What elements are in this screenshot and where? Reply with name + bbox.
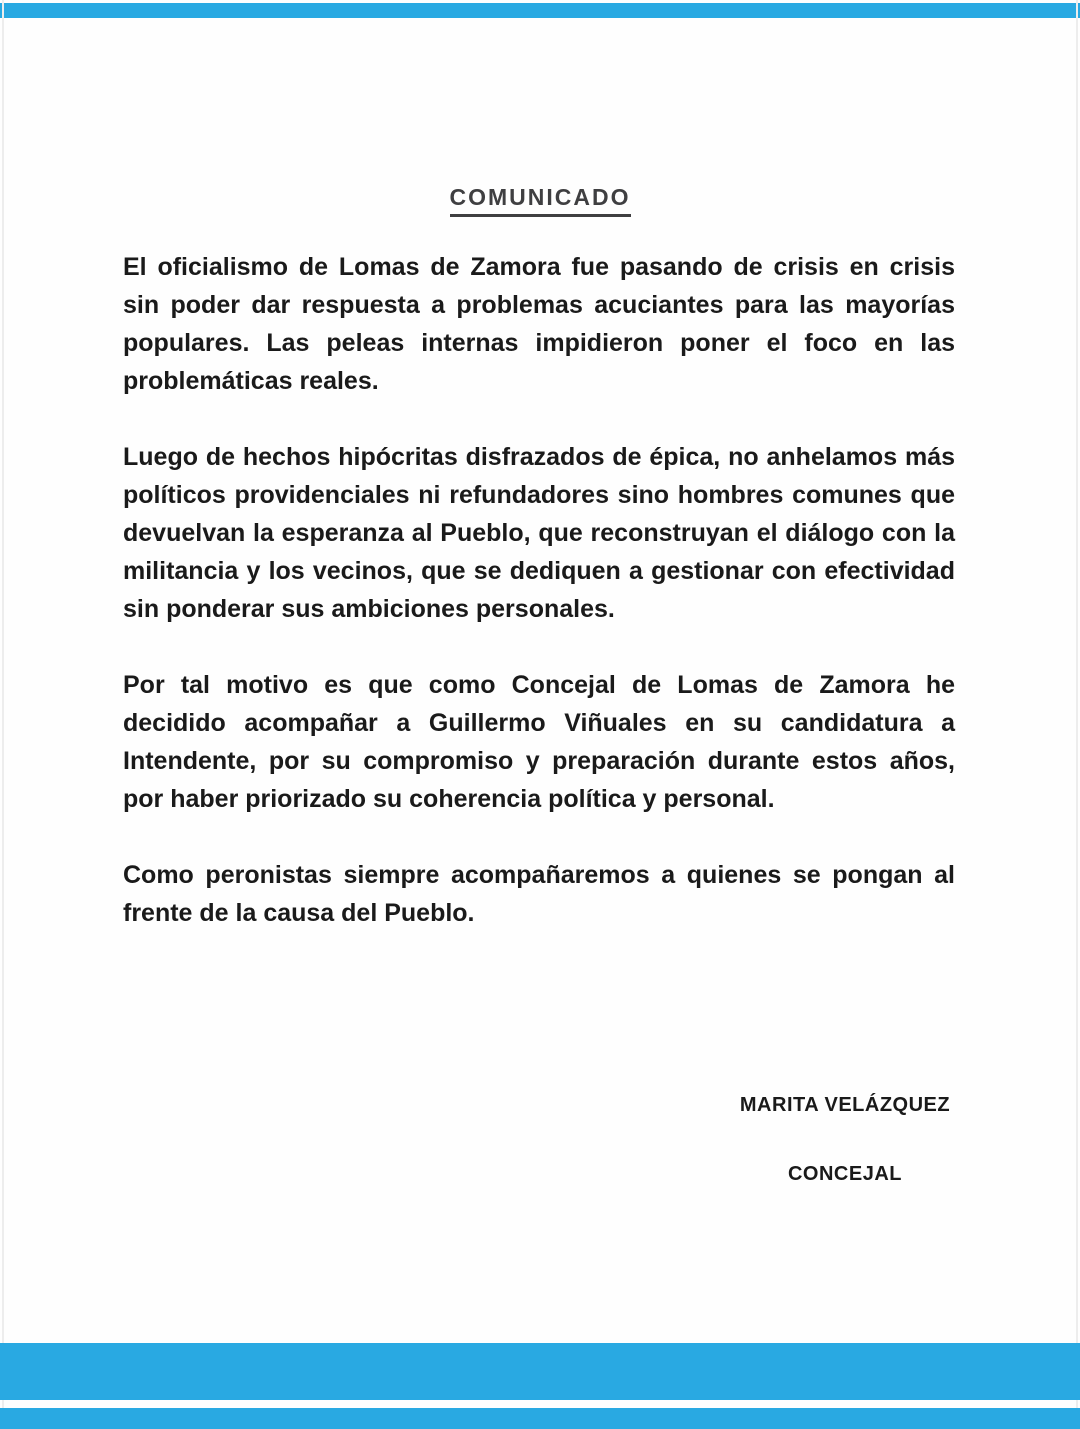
bottom-accent-bar-thin [0,1408,1080,1429]
signature-block [690,1094,1000,1186]
page-title [0,176,1080,217]
paragraph-3: Por tal motivo es que como Concejal de Lomas de Zamora he decidido acompañar a Guillermo Viñuales en su candidatura a Intendente, por su compromiso y preparación durante estos años, por haber priorizado su coherencia política y personal. [123,671,955,813]
paragraph-2: Luego de hechos hipócritas disfrazados de épica, no anhelamos más políticos providenciales ni refundadores sino hombres comunes que devuelvan la esperanza al Pueblo, que reconstruyan el diálogo con la militancia y los vecinos, que se dediquen a gestionar con efectividad sin ponderar sus ambiciones personales. [123,443,955,623]
top-accent-bar [0,3,1080,18]
document-body [123,248,955,970]
paragraph-1: El oficialismo de Lomas de Zamora fue pasando de crisis en crisis sin poder dar respuesta a problemas acuciantes para las mayorías populares. Las peleas internas impidieron poner el foco en las problemáticas reales. [123,253,955,395]
paragraph-4: Como peronistas siempre acompañaremos a quienes se pongan al frente de la causa del Pueblo. [123,861,955,927]
bottom-accent-bar-thick [0,1343,1080,1400]
signature-role: CONCEJAL [787,1163,902,1185]
signature-name: MARITA VELÁZQUEZ [739,1094,951,1116]
page-title-text: COMUNICADO [450,184,631,217]
